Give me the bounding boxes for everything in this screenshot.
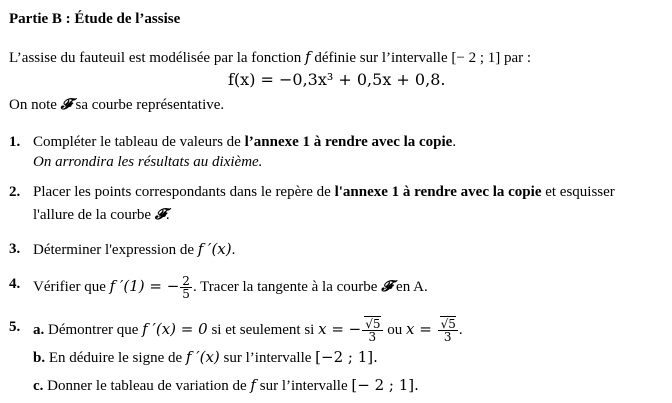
question-1-number: 1. (9, 134, 21, 150)
question-5a: a. Démontrer que f ′(x) = 0 si et seulement si x = − $\frac{√5}{3}$ ou x = $\frac{√5}{3}$ . (33, 317, 463, 344)
fraction-sqrt5-over-3: $\frac{√5}{3}$ (438, 318, 458, 343)
question-5-number: 5. (9, 319, 21, 335)
curve-symbol: 𝓕 (381, 276, 393, 295)
intro-paragraph: L’assise du fauteuil est modélisée par la fonction f définie sur l’intervalle [− 2 ; 1] par : (9, 48, 532, 66)
section-title: Partie B : Étude de l’assise (9, 11, 181, 27)
function-formula: f(x) = −0,3x³ + 0,5x + 0,8. (228, 70, 446, 89)
question-5c: c. Donner le tableau de variation de f sur l’intervalle [− 2 ; 1]. (33, 376, 419, 394)
question-1-hint: On arrondira les résultats au dixième. (33, 154, 263, 170)
curve-symbol: 𝓕 (154, 205, 166, 223)
question-2: Placer les points correspondants dans le repère de l'annexe 1 à rendre avec la copie et esquisser (33, 184, 615, 200)
curve-symbol: 𝓕 (60, 95, 72, 113)
question-4: Vérifier que f ′(1) = − $\frac{2}{5}$ . Tracer la tangente à la courbe 𝓕 en A. (33, 274, 428, 301)
question-5b: b. En déduire le signe de f ′(x) sur l’intervalle [−2 ; 1]. (33, 348, 378, 366)
question-2-continued: l'allure de la courbe 𝓕. (33, 205, 170, 223)
question-2-number: 2. (9, 184, 21, 200)
curve-note: On note 𝓕 sa courbe représentative. (9, 95, 225, 113)
question-3: Déterminer l'expression de f ′(x). (33, 240, 236, 258)
question-3-number: 3. (9, 241, 21, 257)
fraction-two-fifths: $\frac{2}{5}$ (182, 274, 190, 301)
question-4-number: 4. (9, 276, 21, 292)
fraction-sqrt5-over-3: $\frac{√5}{3}$ (362, 318, 382, 343)
question-1: Compléter le tableau de valeurs de l’annexe 1 à rendre avec la copie. (33, 134, 457, 150)
